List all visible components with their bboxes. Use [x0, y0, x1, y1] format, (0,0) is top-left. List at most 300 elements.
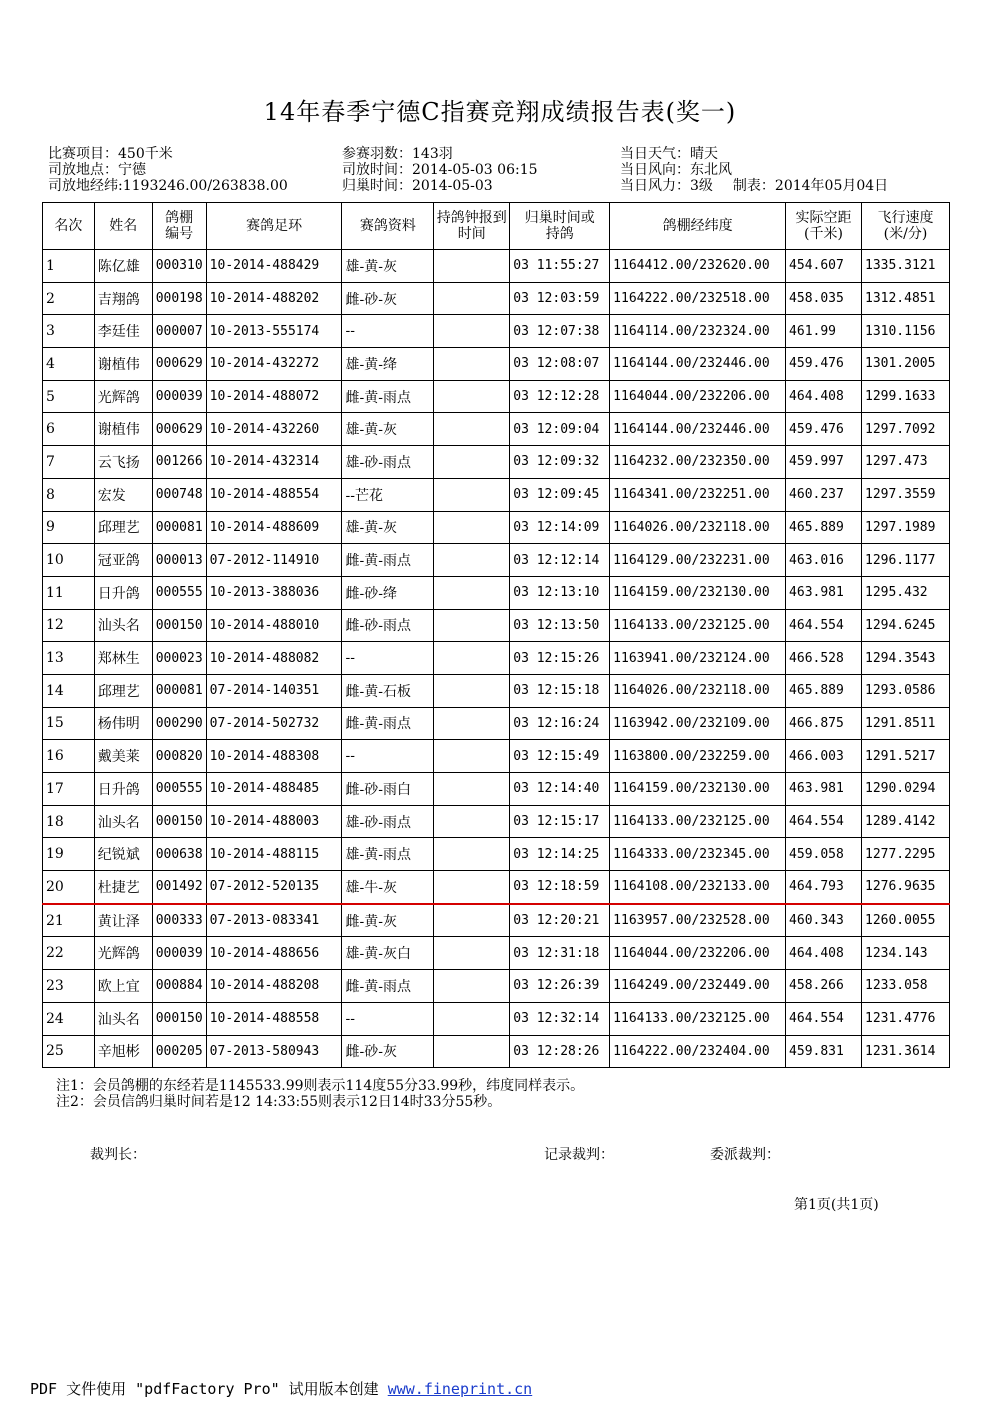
table-row — [43, 674, 950, 707]
cell-clock-report — [434, 544, 510, 577]
cell-rank: 11 — [43, 576, 95, 609]
cell-name: 汕头名 — [94, 805, 152, 838]
cell-speed: 1291.8511 — [862, 707, 950, 740]
cell-speed: 1231.3614 — [862, 1035, 950, 1068]
table-row — [43, 609, 950, 642]
cell-loft-id: 000884 — [152, 970, 206, 1003]
cell-clock-report — [434, 805, 510, 838]
release-location: 司放地点：宁德 — [48, 162, 146, 178]
wind-force: 当日风力：3级 — [620, 178, 713, 194]
results-body — [43, 250, 950, 1068]
cell-bird-info: 雄-牛-灰 — [342, 871, 434, 904]
cell-ring: 10-2014-488115 — [206, 838, 342, 871]
table-row — [43, 970, 950, 1003]
cell-return-time: 03 12:13:50 — [510, 609, 610, 642]
cell-loft-id: 000555 — [152, 576, 206, 609]
cell-return-time: 03 12:32:14 — [510, 1002, 610, 1035]
cell-clock-report — [434, 446, 510, 479]
cell-loft-coords: 1164144.00/232446.00 — [610, 348, 786, 381]
cell-speed: 1335.3121 — [862, 250, 950, 283]
cell-speed: 1297.7092 — [862, 413, 950, 446]
cell-bird-info: 雌-黄-雨点 — [342, 970, 434, 1003]
release-time: 司放时间：2014-05-03 06:15 — [342, 162, 538, 178]
wind-force-row — [620, 178, 970, 194]
cell-ring: 07-2014-502732 — [206, 707, 342, 740]
cell-loft-id: 000150 — [152, 609, 206, 642]
cell-rank: 21 — [43, 904, 95, 937]
cell-return-time: 03 12:08:07 — [510, 348, 610, 381]
cell-return-time: 03 12:14:09 — [510, 511, 610, 544]
cell-ring: 10-2013-388036 — [206, 576, 342, 609]
cell-clock-report — [434, 315, 510, 348]
cell-return-time: 03 12:12:28 — [510, 380, 610, 413]
cell-loft-id: 000150 — [152, 805, 206, 838]
cell-speed: 1297.1989 — [862, 511, 950, 544]
cell-loft-coords: 1164222.00/232518.00 — [610, 282, 786, 315]
cell-loft-coords: 1164222.00/232404.00 — [610, 1035, 786, 1068]
cell-distance: 460.237 — [786, 478, 862, 511]
table-row — [43, 740, 950, 773]
cell-loft-coords: 1164108.00/232133.00 — [610, 871, 786, 904]
cell-rank: 19 — [43, 838, 95, 871]
cell-return-time: 03 12:31:18 — [510, 937, 610, 970]
release-coordinates: 司放地经纬:1193246.00/263838.00 — [48, 178, 288, 194]
cell-name: 汕头名 — [94, 1002, 152, 1035]
recorder-judge-label: 记录裁判： — [544, 1147, 614, 1163]
cell-return-time: 03 12:14:25 — [510, 838, 610, 871]
cell-clock-report — [434, 413, 510, 446]
cell-loft-id: 000150 — [152, 1002, 206, 1035]
cell-return-time: 03 12:09:32 — [510, 446, 610, 479]
cell-speed: 1301.2005 — [862, 348, 950, 381]
cell-loft-coords: 1164159.00/232130.00 — [610, 576, 786, 609]
cell-distance: 461.99 — [786, 315, 862, 348]
cell-bird-info: -- — [342, 740, 434, 773]
table-row — [43, 1002, 950, 1035]
entry-count: 参赛羽数：143羽 — [342, 146, 453, 162]
table-row — [43, 576, 950, 609]
cell-speed: 1296.1177 — [862, 544, 950, 577]
cell-distance: 454.607 — [786, 250, 862, 283]
table-row — [43, 511, 950, 544]
cell-ring: 07-2013-580943 — [206, 1035, 342, 1068]
cell-speed: 1299.1633 — [862, 380, 950, 413]
cell-return-time: 03 12:07:38 — [510, 315, 610, 348]
cell-clock-report — [434, 970, 510, 1003]
cell-speed: 1310.1156 — [862, 315, 950, 348]
cell-return-time: 03 12:26:39 — [510, 970, 610, 1003]
cell-speed: 1295.432 — [862, 576, 950, 609]
cell-clock-report — [434, 642, 510, 675]
table-row — [43, 380, 950, 413]
cell-loft-id: 000205 — [152, 1035, 206, 1068]
cell-bird-info: 雌-黄-雨点 — [342, 707, 434, 740]
cell-loft-id: 000310 — [152, 250, 206, 283]
cell-loft-id: 001266 — [152, 446, 206, 479]
cell-name: 云飞扬 — [94, 446, 152, 479]
header-distance-text: 实际空距(千米) — [795, 210, 852, 242]
cell-rank: 6 — [43, 413, 95, 446]
cell-bird-info: 雌-砂-灰 — [342, 282, 434, 315]
cell-return-time: 03 12:15:18 — [510, 674, 610, 707]
note-2: 注2：会员信鸽归巢时间若是12 14:33:55则表示12日14时33分55秒。 — [56, 1094, 502, 1110]
cell-loft-id: 000333 — [152, 904, 206, 937]
cell-speed: 1233.058 — [862, 970, 950, 1003]
cell-loft-coords: 1163941.00/232124.00 — [610, 642, 786, 675]
header-clock-report-text: 持鸽钟报到时间 — [436, 210, 507, 242]
cell-rank: 17 — [43, 773, 95, 806]
cell-rank: 1 — [43, 250, 95, 283]
cell-distance: 464.554 — [786, 805, 862, 838]
cell-bird-info: 雌-黄-雨点 — [342, 380, 434, 413]
table-row — [43, 805, 950, 838]
cell-clock-report — [434, 478, 510, 511]
cell-loft-id: 000007 — [152, 315, 206, 348]
table-row — [43, 348, 950, 381]
cell-loft-id: 000039 — [152, 380, 206, 413]
cell-loft-id: 000290 — [152, 707, 206, 740]
cell-bird-info: 雄-砂-雨点 — [342, 446, 434, 479]
cell-name: 谢植伟 — [94, 348, 152, 381]
cell-return-time: 03 12:16:24 — [510, 707, 610, 740]
cell-rank: 9 — [43, 511, 95, 544]
header-rank: 名次 — [43, 203, 95, 250]
table-row — [43, 838, 950, 871]
header-loft-id — [152, 203, 206, 250]
cell-loft-id: 000629 — [152, 413, 206, 446]
cell-ring: 10-2014-488609 — [206, 511, 342, 544]
cell-speed: 1290.0294 — [862, 773, 950, 806]
cell-bird-info: 雌-黄-雨点 — [342, 544, 434, 577]
cell-loft-coords: 1164114.00/232324.00 — [610, 315, 786, 348]
cell-bird-info: 雌-砂-绛 — [342, 576, 434, 609]
table-header-row — [43, 203, 950, 250]
cell-distance: 464.408 — [786, 937, 862, 970]
header-loft-id-text: 鸽棚编号 — [165, 210, 194, 242]
cell-loft-coords: 1164232.00/232350.00 — [610, 446, 786, 479]
table-row — [43, 642, 950, 675]
cell-name: 辛旭彬 — [94, 1035, 152, 1068]
cell-ring: 10-2014-488072 — [206, 380, 342, 413]
cell-return-time: 03 12:03:59 — [510, 282, 610, 315]
cell-loft-coords: 1164044.00/232206.00 — [610, 937, 786, 970]
cell-bird-info: -- — [342, 1002, 434, 1035]
cell-speed: 1276.9635 — [862, 871, 950, 904]
header-loft-coords: 鸽棚经纬度 — [610, 203, 786, 250]
cell-name: 李廷佳 — [94, 315, 152, 348]
cell-name: 戴美莱 — [94, 740, 152, 773]
header-name: 姓名 — [94, 203, 152, 250]
cell-return-time: 03 12:28:26 — [510, 1035, 610, 1068]
cell-clock-report — [434, 904, 510, 937]
cell-name: 欧上宜 — [94, 970, 152, 1003]
cell-speed: 1312.4851 — [862, 282, 950, 315]
cell-name: 光辉鸽 — [94, 937, 152, 970]
cell-distance: 463.016 — [786, 544, 862, 577]
cell-clock-report — [434, 773, 510, 806]
cell-return-time: 03 12:09:45 — [510, 478, 610, 511]
cell-speed: 1294.6245 — [862, 609, 950, 642]
cell-ring: 10-2014-488554 — [206, 478, 342, 511]
header-ring: 赛鸽足环 — [206, 203, 342, 250]
footer-link[interactable]: www.fineprint.cn — [387, 1380, 533, 1398]
cell-loft-coords: 1163800.00/232259.00 — [610, 740, 786, 773]
cell-distance: 460.343 — [786, 904, 862, 937]
cell-clock-report — [434, 674, 510, 707]
cell-rank: 12 — [43, 609, 95, 642]
cell-ring: 10-2014-488202 — [206, 282, 342, 315]
cell-speed: 1297.473 — [862, 446, 950, 479]
cell-rank: 24 — [43, 1002, 95, 1035]
return-date: 归巢时间：2014-05-03 — [342, 178, 493, 194]
report-title: 14年春季宁德C指赛竞翔成绩报告表(奖一) — [263, 98, 737, 126]
cell-loft-coords: 1164026.00/232118.00 — [610, 511, 786, 544]
header-speed-text: 飞行速度(米/分) — [877, 210, 934, 242]
header-speed — [862, 203, 950, 250]
cell-name: 黄让泽 — [94, 904, 152, 937]
table-row — [43, 250, 950, 283]
header-return-time — [510, 203, 610, 250]
cell-ring: 10-2014-488429 — [206, 250, 342, 283]
cell-loft-coords: 1164159.00/232130.00 — [610, 773, 786, 806]
cell-ring: 07-2012-520135 — [206, 871, 342, 904]
cell-bird-info: 雄-黄-灰 — [342, 511, 434, 544]
cell-loft-coords: 1164133.00/232125.00 — [610, 609, 786, 642]
cell-distance: 459.831 — [786, 1035, 862, 1068]
cell-loft-id: 000629 — [152, 348, 206, 381]
cell-loft-id: 000081 — [152, 674, 206, 707]
pdf-footer — [30, 1378, 532, 1399]
cell-name: 邱理艺 — [94, 511, 152, 544]
results-table — [42, 202, 950, 1068]
cell-speed: 1231.4776 — [862, 1002, 950, 1035]
cell-distance: 464.408 — [786, 380, 862, 413]
cell-ring: 10-2014-488485 — [206, 773, 342, 806]
cell-distance: 458.035 — [786, 282, 862, 315]
cell-rank: 25 — [43, 1035, 95, 1068]
cell-rank: 3 — [43, 315, 95, 348]
table-row — [43, 904, 950, 937]
cell-loft-coords: 1164044.00/232206.00 — [610, 380, 786, 413]
cell-speed: 1289.4142 — [862, 805, 950, 838]
cell-clock-report — [434, 576, 510, 609]
cell-loft-coords: 1164249.00/232449.00 — [610, 970, 786, 1003]
cell-ring: 10-2014-488082 — [206, 642, 342, 675]
cell-name: 宏发 — [94, 478, 152, 511]
weather: 当日天气：晴天 — [620, 146, 718, 162]
cell-rank: 20 — [43, 871, 95, 904]
wind-direction: 当日风向：东北风 — [620, 162, 732, 178]
cell-rank: 15 — [43, 707, 95, 740]
cell-speed: 1293.0586 — [862, 674, 950, 707]
cell-return-time: 03 12:14:40 — [510, 773, 610, 806]
cell-bird-info: 雌-砂-雨点 — [342, 609, 434, 642]
cell-loft-id: 000023 — [152, 642, 206, 675]
cell-ring: 10-2014-432272 — [206, 348, 342, 381]
cell-ring: 10-2014-488208 — [206, 970, 342, 1003]
cell-bird-info: 雌-砂-雨白 — [342, 773, 434, 806]
report-date: 制表：2014年05月04日 — [732, 178, 889, 194]
cell-return-time: 03 12:20:21 — [510, 904, 610, 937]
cell-loft-id: 000555 — [152, 773, 206, 806]
cell-loft-id: 000638 — [152, 838, 206, 871]
table-row — [43, 478, 950, 511]
cell-bird-info: 雌-黄-灰 — [342, 904, 434, 937]
cell-distance: 459.058 — [786, 838, 862, 871]
cell-return-time: 03 12:15:49 — [510, 740, 610, 773]
cell-loft-coords: 1164026.00/232118.00 — [610, 674, 786, 707]
cell-return-time: 03 12:15:26 — [510, 642, 610, 675]
chief-judge-label: 裁判长： — [90, 1147, 146, 1163]
cell-return-time: 03 12:09:04 — [510, 413, 610, 446]
cell-bird-info: 雌-砂-灰 — [342, 1035, 434, 1068]
cell-name: 日升鸽 — [94, 576, 152, 609]
cell-rank: 23 — [43, 970, 95, 1003]
cell-distance: 458.266 — [786, 970, 862, 1003]
cell-loft-id: 000039 — [152, 937, 206, 970]
cell-name: 冠亚鸽 — [94, 544, 152, 577]
cell-name: 谢植伟 — [94, 413, 152, 446]
cell-loft-coords: 1164333.00/232345.00 — [610, 838, 786, 871]
cell-loft-coords: 1163957.00/232528.00 — [610, 904, 786, 937]
cell-rank: 7 — [43, 446, 95, 479]
cell-distance: 459.997 — [786, 446, 862, 479]
cell-name: 邱理艺 — [94, 674, 152, 707]
cell-distance: 465.889 — [786, 511, 862, 544]
cell-clock-report — [434, 282, 510, 315]
table-row — [43, 413, 950, 446]
cell-rank: 16 — [43, 740, 95, 773]
cell-name: 陈亿雄 — [94, 250, 152, 283]
cell-loft-id: 000081 — [152, 511, 206, 544]
cell-speed: 1260.0055 — [862, 904, 950, 937]
footer-text: PDF 文件使用 "pdfFactory Pro" 试用版本创建 — [30, 1380, 388, 1398]
cell-distance: 466.003 — [786, 740, 862, 773]
cell-rank: 14 — [43, 674, 95, 707]
note-1: 注1：会员鸽棚的东经若是1145533.99则表示114度55分33.99秒，纬度同样表示。 — [56, 1078, 585, 1094]
cell-clock-report — [434, 707, 510, 740]
table-row — [43, 1035, 950, 1068]
cell-loft-coords: 1164133.00/232125.00 — [610, 805, 786, 838]
cell-clock-report — [434, 250, 510, 283]
cell-ring: 10-2013-555174 — [206, 315, 342, 348]
cell-loft-coords: 1163942.00/232109.00 — [610, 707, 786, 740]
cell-distance: 464.554 — [786, 1002, 862, 1035]
header-clock-report — [434, 203, 510, 250]
cell-bird-info: -- — [342, 315, 434, 348]
cell-bird-info: -- — [342, 642, 434, 675]
cell-name: 吉翔鸽 — [94, 282, 152, 315]
info-col-1 — [48, 146, 288, 194]
table-row — [43, 282, 950, 315]
table-row — [43, 871, 950, 904]
cell-return-time: 03 11:55:27 — [510, 250, 610, 283]
cell-speed: 1291.5217 — [862, 740, 950, 773]
cell-clock-report — [434, 380, 510, 413]
cell-loft-id: 000198 — [152, 282, 206, 315]
table-row — [43, 315, 950, 348]
cell-return-time: 03 12:18:59 — [510, 871, 610, 904]
cell-ring: 10-2014-432260 — [206, 413, 342, 446]
cell-clock-report — [434, 838, 510, 871]
cell-ring: 10-2014-488308 — [206, 740, 342, 773]
cell-name: 纪锐斌 — [94, 838, 152, 871]
cell-distance: 466.528 — [786, 642, 862, 675]
cell-loft-coords: 1164144.00/232446.00 — [610, 413, 786, 446]
cell-bird-info: 雌-黄-石板 — [342, 674, 434, 707]
header-bird-info: 赛鸽资料 — [342, 203, 434, 250]
race-distance: 比赛项目：450千米 — [48, 146, 173, 162]
cell-return-time: 03 12:13:10 — [510, 576, 610, 609]
cell-ring: 10-2014-488656 — [206, 937, 342, 970]
notes — [56, 1078, 584, 1110]
cell-speed: 1234.143 — [862, 937, 950, 970]
cell-name: 汕头名 — [94, 609, 152, 642]
cell-bird-info: 雄-黄-灰 — [342, 413, 434, 446]
cell-bird-info: 雄-黄-灰 — [342, 250, 434, 283]
cell-loft-id: 000820 — [152, 740, 206, 773]
cell-distance: 463.981 — [786, 773, 862, 806]
cell-rank: 18 — [43, 805, 95, 838]
cell-clock-report — [434, 511, 510, 544]
cell-ring: 07-2012-114910 — [206, 544, 342, 577]
cell-return-time: 03 12:12:14 — [510, 544, 610, 577]
table-row — [43, 707, 950, 740]
cell-bird-info: 雄-砂-雨点 — [342, 805, 434, 838]
cell-rank: 22 — [43, 937, 95, 970]
info-col-3 — [620, 146, 970, 194]
cell-return-time: 03 12:15:17 — [510, 805, 610, 838]
cell-distance: 464.554 — [786, 609, 862, 642]
cell-distance: 466.875 — [786, 707, 862, 740]
cell-clock-report — [434, 348, 510, 381]
cell-bird-info: --芒花 — [342, 478, 434, 511]
cell-distance: 465.889 — [786, 674, 862, 707]
cell-speed: 1277.2295 — [862, 838, 950, 871]
cell-clock-report — [434, 871, 510, 904]
cell-ring: 07-2014-140351 — [206, 674, 342, 707]
cell-rank: 5 — [43, 380, 95, 413]
cell-name: 日升鸽 — [94, 773, 152, 806]
cell-clock-report — [434, 609, 510, 642]
cell-clock-report — [434, 1035, 510, 1068]
cell-clock-report — [434, 1002, 510, 1035]
header-return-time-text: 归巢时间或持鸽 — [524, 210, 595, 242]
cell-name: 杨伟明 — [94, 707, 152, 740]
cell-distance: 459.476 — [786, 413, 862, 446]
page-number: 第1页(共1页) — [794, 1197, 879, 1213]
cell-rank: 10 — [43, 544, 95, 577]
cell-clock-report — [434, 740, 510, 773]
table-row — [43, 773, 950, 806]
cell-rank: 8 — [43, 478, 95, 511]
cell-distance: 463.981 — [786, 576, 862, 609]
cell-name: 光辉鸽 — [94, 380, 152, 413]
cell-loft-coords: 1164341.00/232251.00 — [610, 478, 786, 511]
cell-bird-info: 雄-黄-雨点 — [342, 838, 434, 871]
cell-name: 杜捷艺 — [94, 871, 152, 904]
cell-ring: 07-2013-083341 — [206, 904, 342, 937]
cell-loft-coords: 1164412.00/232620.00 — [610, 250, 786, 283]
info-col-2 — [342, 146, 538, 194]
cell-ring: 10-2014-488010 — [206, 609, 342, 642]
cell-rank: 2 — [43, 282, 95, 315]
table-row — [43, 544, 950, 577]
table-row — [43, 446, 950, 479]
table-row — [43, 937, 950, 970]
cell-name: 郑林生 — [94, 642, 152, 675]
cell-clock-report — [434, 937, 510, 970]
